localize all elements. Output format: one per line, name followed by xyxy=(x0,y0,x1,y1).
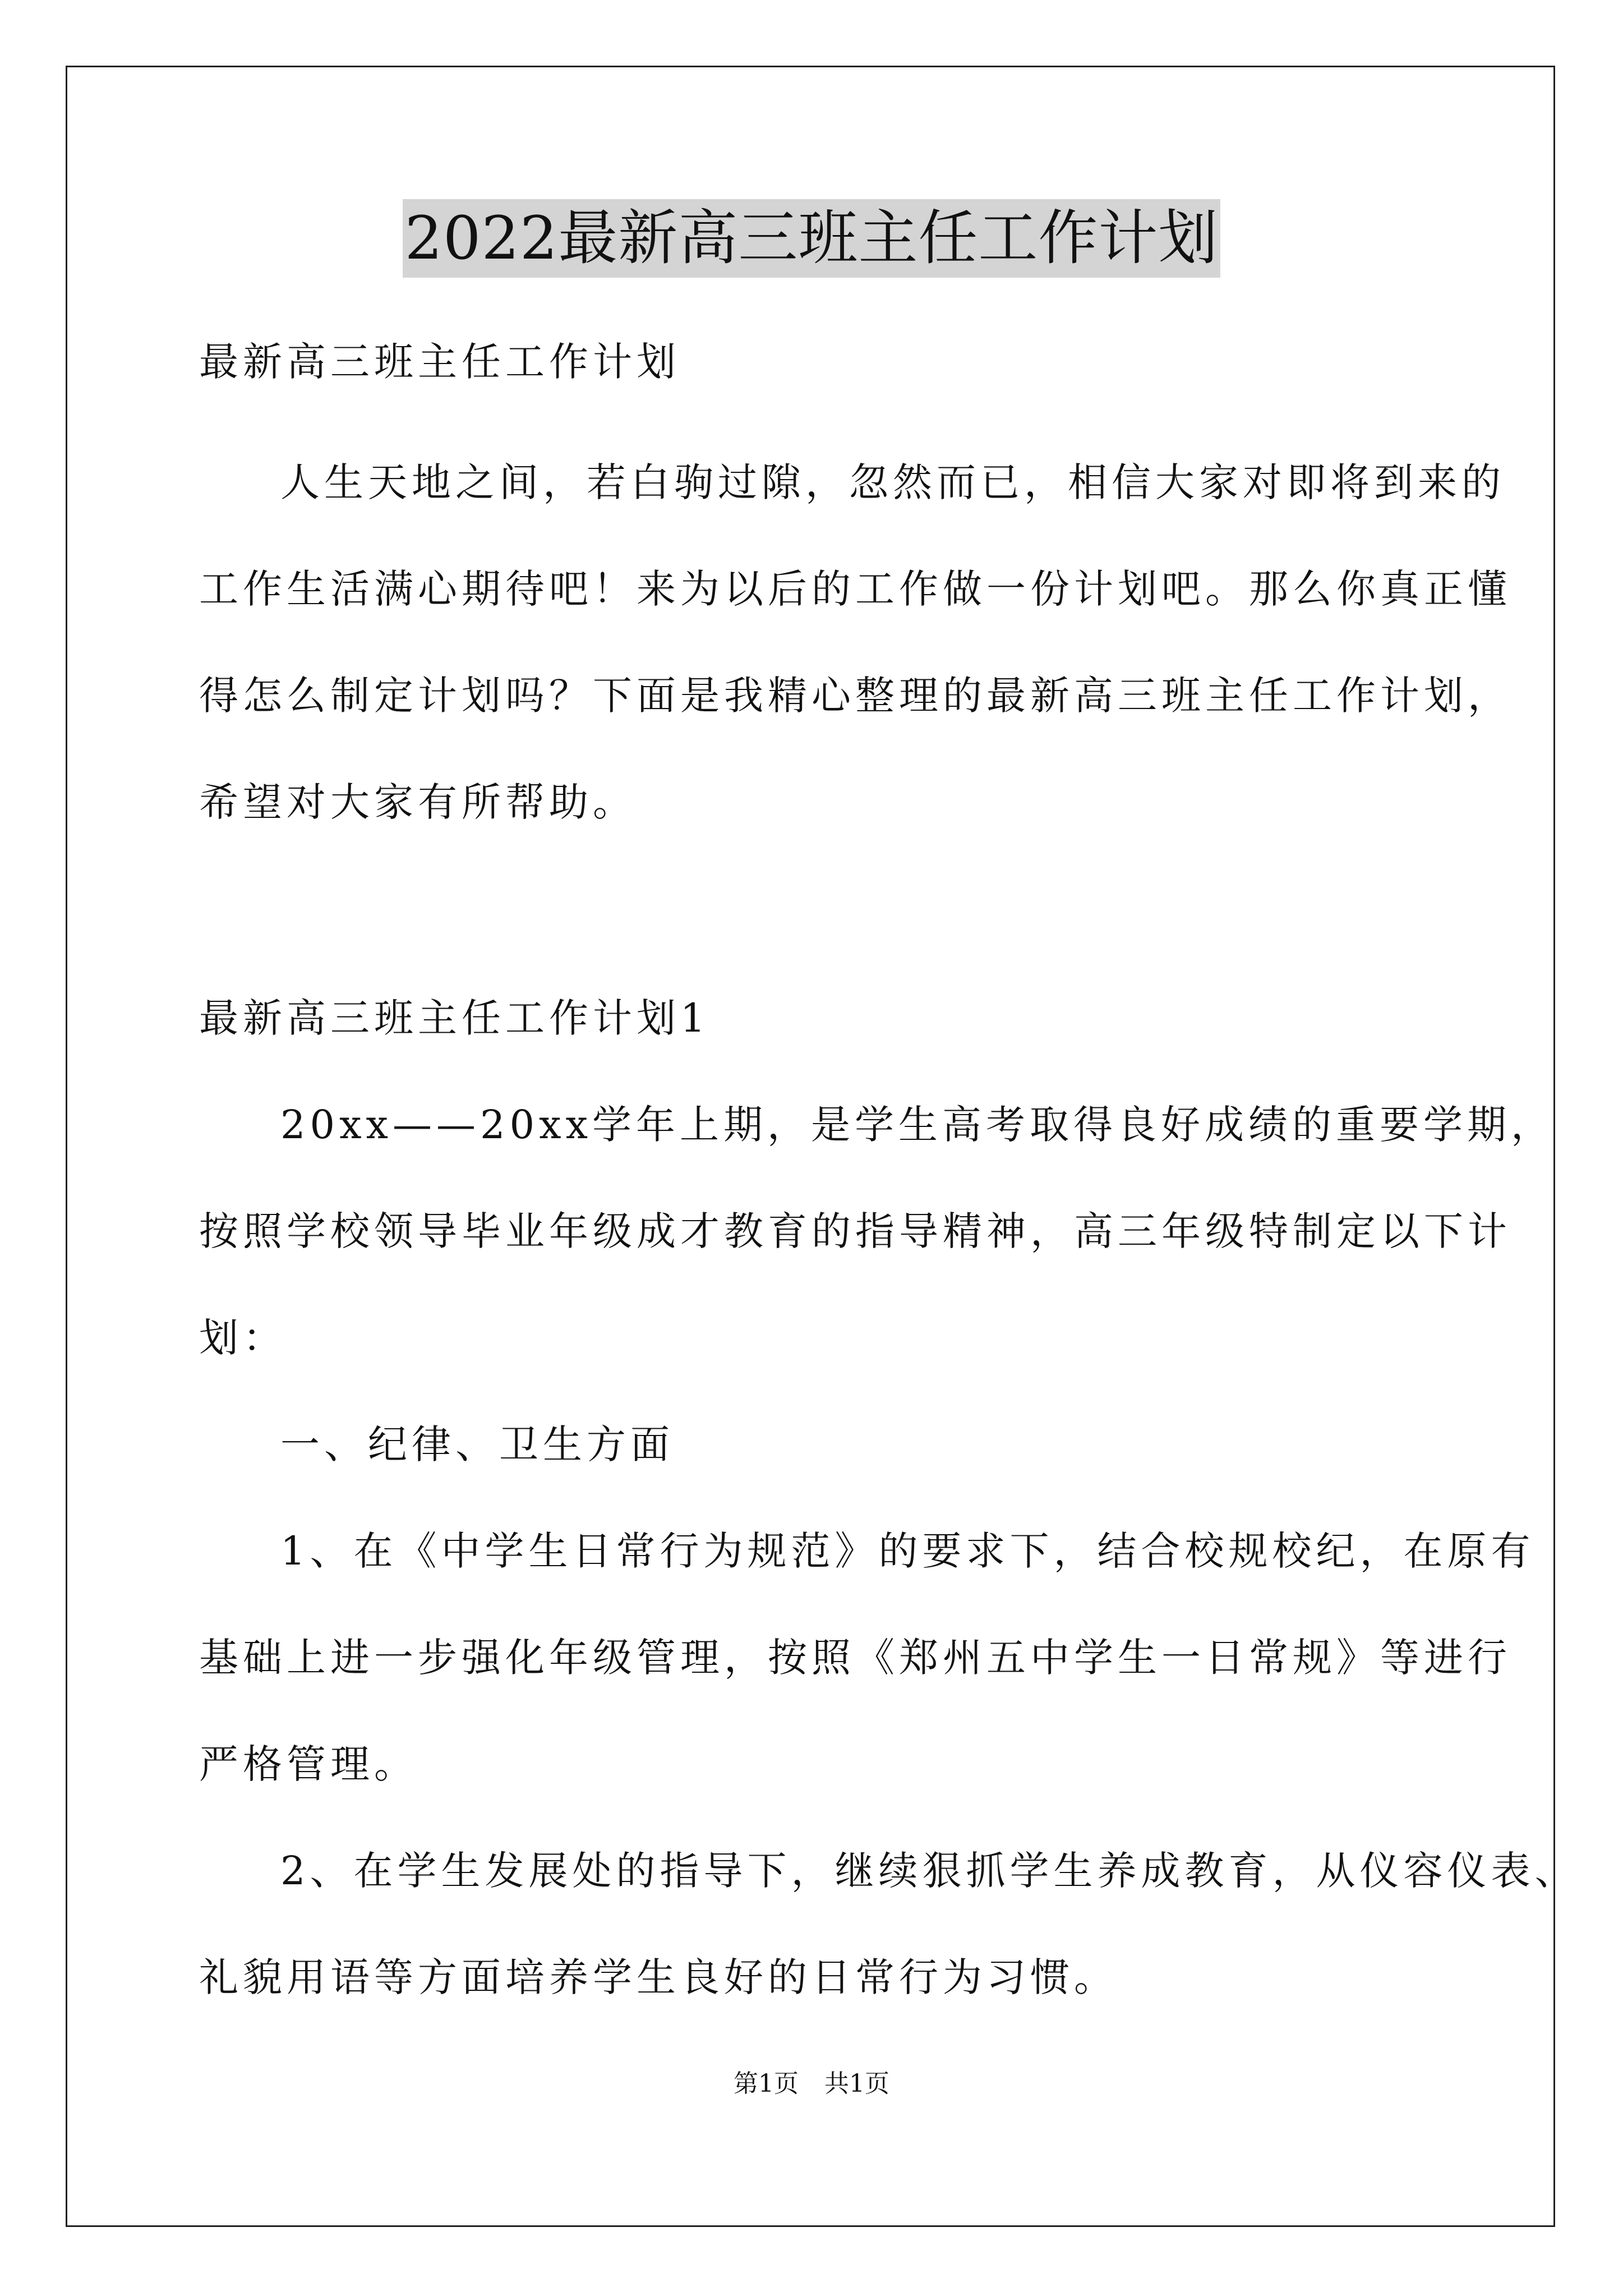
page-number-total: 共1页 xyxy=(824,2069,889,2098)
paragraph-line: 基础上进一步强化年级管理，按照《郑州五中学生一日常规》等进行 xyxy=(199,1635,1511,1681)
paragraph-line: 希望对大家有所帮助。 xyxy=(199,779,637,825)
paragraph-line: 20xx——20xx学年上期，是学生高考取得良好成绩的重要学期， xyxy=(280,1102,1555,1148)
paragraph-line: 严格管理。 xyxy=(199,1741,418,1787)
paragraph-line: 1、在《中学生日常行为规范》的要求下，结合校规校纪，在原有 xyxy=(280,1528,1535,1574)
title-container xyxy=(0,199,1623,278)
page-number-current: 第1页 xyxy=(734,2069,799,2098)
paragraph-line: 2、在学生发展处的指导下，继续狠抓学生养成教育，从仪容仪表、 xyxy=(280,1848,1579,1894)
paragraph-line: 工作生活满心期待吧！来为以后的工作做一份计划吧。那么你真正懂 xyxy=(199,566,1511,612)
paragraph-line: 得怎么制定计划吗？下面是我精心整理的最新高三班主任工作计划， xyxy=(199,673,1511,719)
subsection-heading: 一、纪律、卫生方面 xyxy=(280,1421,674,1467)
paragraph-line: 人生天地之间，若白驹过隙，忽然而已，相信大家对即将到来的 xyxy=(280,459,1505,505)
paragraph-line: 礼貌用语等方面培养学生良好的日常行为习惯。 xyxy=(199,1954,1118,2000)
document-title: 2022最新高三班主任工作计划 xyxy=(403,199,1221,278)
page-footer xyxy=(0,2067,1623,2101)
paragraph-line: 按照学校领导毕业年级成才教育的指导精神，高三年级特制定以下计 xyxy=(199,1208,1511,1254)
section-heading: 最新高三班主任工作计划1 xyxy=(199,995,710,1041)
subtitle-line: 最新高三班主任工作计划 xyxy=(199,339,680,385)
paragraph-line: 划： xyxy=(199,1315,287,1361)
